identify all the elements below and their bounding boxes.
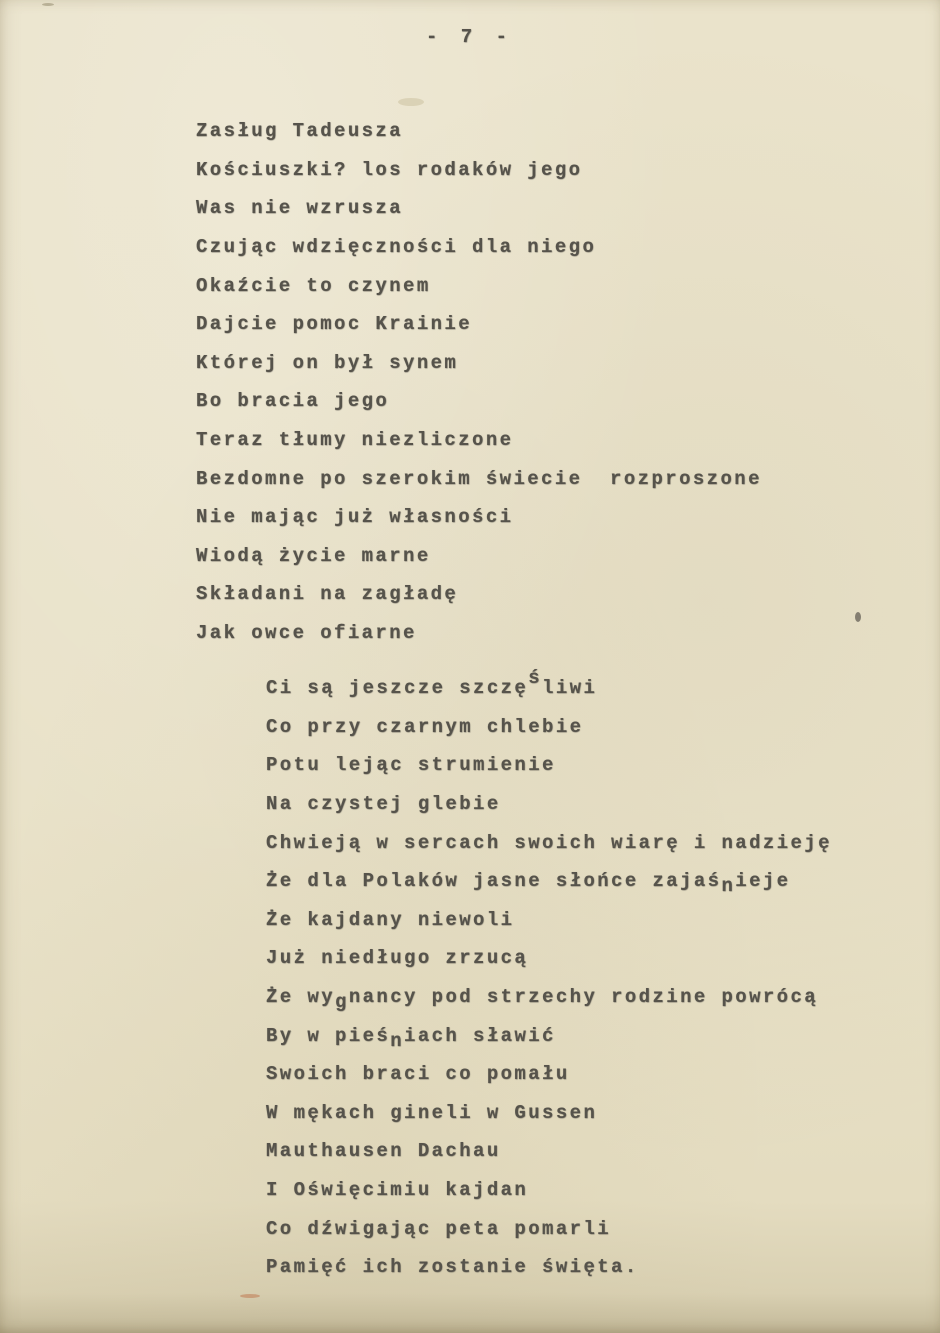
- poem-line: [266, 1094, 832, 1133]
- poem-text: Kościuszki? los rodaków jego: [196, 158, 583, 181]
- poem-line: [266, 862, 832, 901]
- poem-line: [196, 614, 762, 653]
- poem-text: W mękach gineli w Gussen: [266, 1101, 598, 1124]
- poem-text: Na czystej glebie: [266, 793, 501, 816]
- poem-line: [196, 112, 762, 151]
- poem-line: [266, 1248, 832, 1287]
- poem-text: Pamięć ich zostanie święta.: [266, 1256, 639, 1279]
- poem-line: [266, 978, 832, 1017]
- poem-line: [196, 344, 762, 383]
- page-number: - 7 -: [426, 26, 514, 48]
- poem-text: liwi: [542, 677, 598, 700]
- poem-text: Zasług Tadeusza: [196, 120, 404, 143]
- poem-text: Że kajdany niewoli: [266, 908, 515, 931]
- poem-line: [196, 421, 762, 460]
- poem-line: [266, 785, 832, 824]
- poem-text: Bezdomne po szerokim świecie rozproszone: [196, 467, 762, 490]
- poem-text: Swoich braci co pomału: [266, 1063, 570, 1086]
- poem-line: [196, 151, 762, 190]
- poem-line: [266, 1171, 832, 1210]
- poem-line: [196, 228, 762, 267]
- poem-text: nancy pod strzechy rodzine powrócą: [348, 986, 819, 1009]
- poem-line: [196, 459, 762, 498]
- poem-text: Potu lejąc strumienie: [266, 754, 556, 777]
- poem-line: [266, 823, 832, 862]
- stanza-2: [266, 669, 832, 1287]
- poem-text: Że wy: [266, 986, 336, 1009]
- poem-text: Co przy czarnym chlebie: [266, 715, 584, 738]
- corner-mark: [42, 3, 54, 6]
- poem-text: Jak owce ofiarne: [196, 622, 417, 645]
- poem-line: [266, 1132, 832, 1171]
- poem-line: [266, 746, 832, 785]
- poem-line: [196, 575, 762, 614]
- poem-text: Okaźcie to czynem: [196, 274, 431, 297]
- pencil-dash: [240, 1294, 260, 1298]
- poem-line: [266, 1055, 832, 1094]
- poem-line: [196, 537, 762, 576]
- poem-line: [196, 382, 762, 421]
- typo-correction-char: n: [390, 1029, 405, 1052]
- poem-text: By w pieś: [266, 1024, 391, 1047]
- ink-speck: [855, 612, 861, 622]
- poem-text: Teraz tłumy niezliczone: [196, 429, 514, 452]
- poem-text: Bo bracia jego: [196, 390, 390, 413]
- poem-text: Mauthausen Dachau: [266, 1140, 501, 1163]
- poem-text: Już niedługo zrzucą: [266, 947, 529, 970]
- poem-line: [266, 939, 832, 978]
- poem-text: Ci są jeszcze szczę: [266, 677, 529, 700]
- poem-text: Że dla Polaków jasne słońce zajaś: [266, 870, 722, 893]
- typo-correction-char: g: [335, 991, 349, 1014]
- poem-text: iach sławić: [404, 1024, 556, 1047]
- typo-correction-char: n: [721, 875, 736, 898]
- poem-line: [266, 1016, 832, 1055]
- poem-text: Nie mając już własności: [196, 506, 514, 529]
- poem-text: Was nie wzrusza: [196, 197, 404, 220]
- poem-text: Czując wdzięczności dla niego: [196, 236, 597, 259]
- poem-text: I Oświęcimiu kajdan: [266, 1179, 529, 1202]
- poem-line: [196, 189, 762, 228]
- poem-line: [266, 901, 832, 940]
- poem-text: Składani na zagładę: [196, 583, 459, 606]
- poem-line: [266, 1209, 832, 1248]
- poem-line: [196, 305, 762, 344]
- paper-smudge: [398, 98, 424, 106]
- poem-line: [196, 498, 762, 537]
- poem-line: [196, 266, 762, 305]
- poem-text: Wiodą życie marne: [196, 544, 431, 567]
- poem-text: Co dźwigając peta pomarli: [266, 1217, 612, 1240]
- stanza-1: [196, 112, 762, 652]
- poem-text: ieje: [735, 870, 791, 893]
- poem-line: [266, 708, 832, 747]
- poem-text: Której on był synem: [196, 351, 459, 374]
- poem-line: [266, 669, 832, 708]
- poem-text: Chwieją w sercach swoich wiarę i nadzieję: [266, 831, 832, 854]
- poem-text: Dajcie pomoc Krainie: [196, 313, 473, 336]
- typo-correction-char: ś: [528, 667, 543, 690]
